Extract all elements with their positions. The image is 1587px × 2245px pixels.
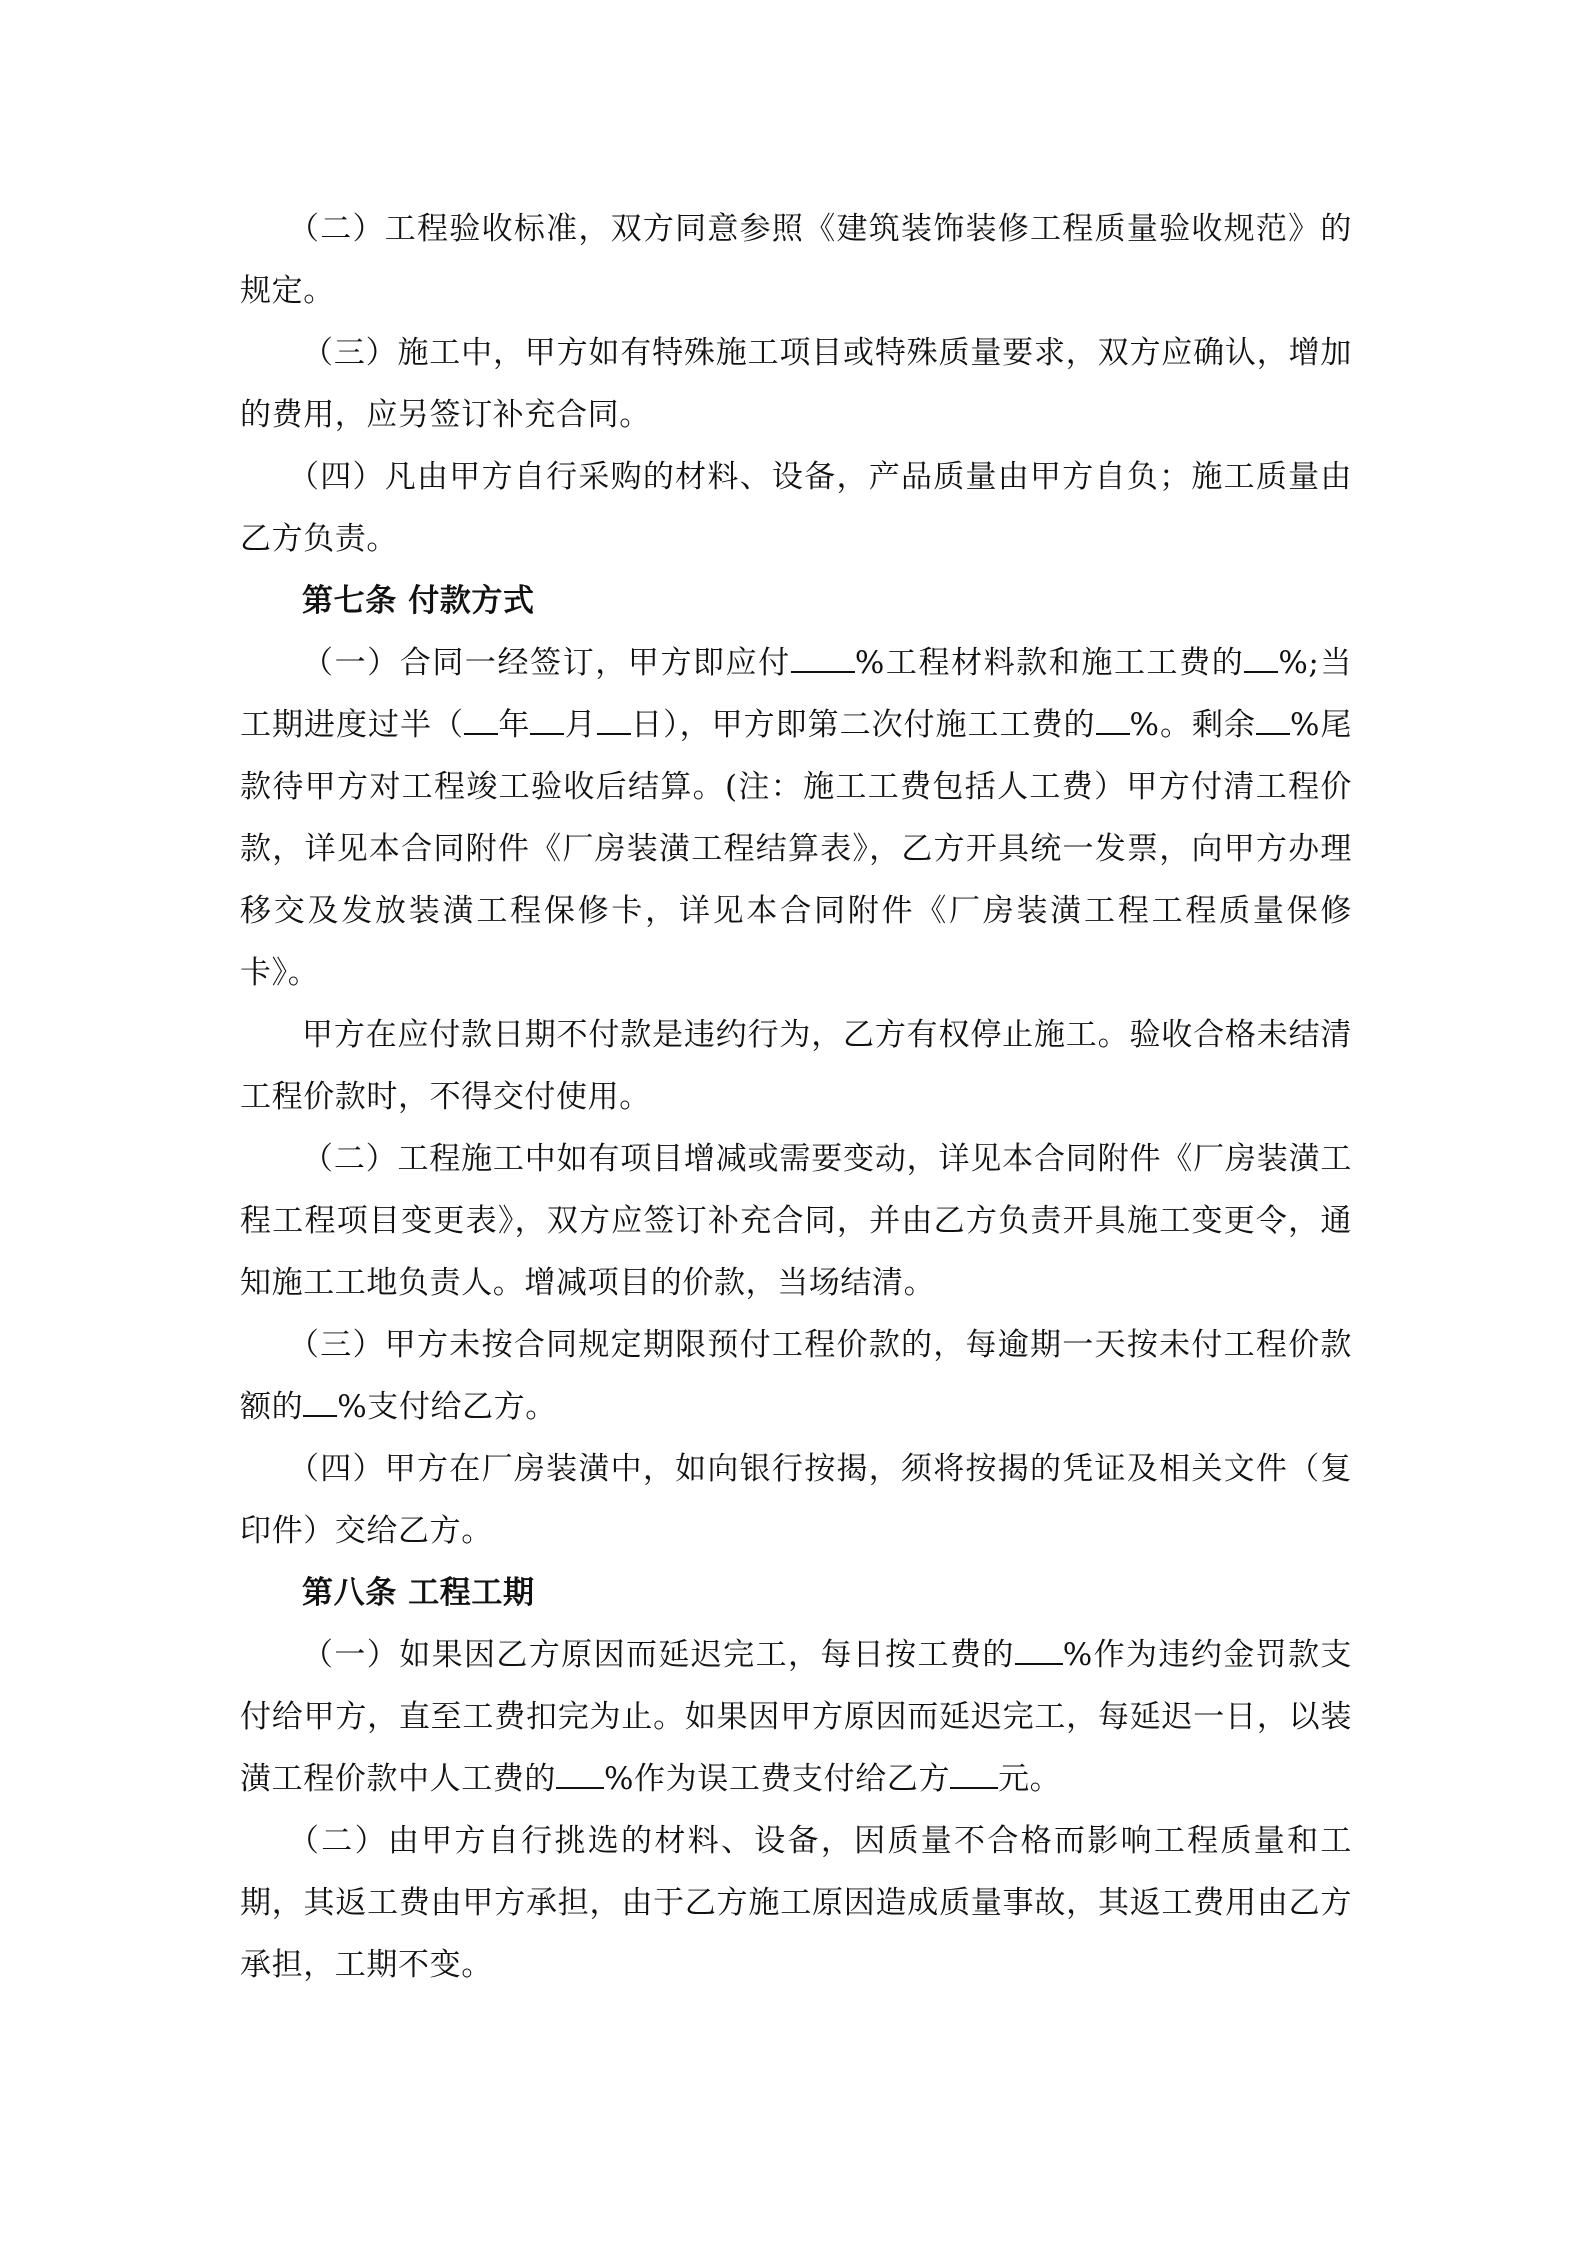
clause-6-2: （二）工程验收标准，双方同意参照《建筑装饰装修工程质量验收规范》的规定。 <box>240 211 1352 309</box>
blank-delay-comp-amount <box>950 1787 998 1789</box>
clause-8-1-part-d: 元。 <box>998 1761 1062 1797</box>
blank-late-fee-percent <box>303 1415 337 1417</box>
clause-8-1-part-a: （一）如果因乙方原因而延迟完工，每日按工费的 <box>302 1637 1015 1673</box>
clause-7-4: （四）甲方在厂房装潢中，如向银行按揭，须将按揭的凭证及相关文件（复印件）交给乙方。 <box>240 1451 1352 1549</box>
blank-year <box>464 733 498 735</box>
blank-penalty-percent <box>1015 1663 1063 1665</box>
clause-7-1-part-d: 年 <box>497 707 531 743</box>
article-8-heading: 第八条 工程工期 <box>302 1575 535 1611</box>
clause-8-1 <box>240 1624 1352 1810</box>
clause-6-4: （四）凡由甲方自行采购的材料、设备，产品质量由甲方自负；施工质量由乙方负责。 <box>240 459 1352 557</box>
clause-7-1-part-a: （一）合同一经签订，甲方即应付 <box>302 645 791 681</box>
clause-7-1-part-g: %。剩余 <box>1129 707 1256 743</box>
clause-7-3-part-a: （三）甲方未按合同规定期限预付工程价款的，每逾期一天按未付工程价款额的 <box>240 1327 1352 1425</box>
blank-labor-percent <box>1244 671 1278 673</box>
clause-7-1-part-e: 月 <box>564 707 597 743</box>
contract-body <box>240 198 1352 1996</box>
clause-8-2: （二）由甲方自行挑选的材料、设备，因质量不合格而影响工程质量和工期，其返工费由甲方承担，由于乙方施工原因造成质量事故，其返工费用由乙方承担，工期不变。 <box>240 1823 1352 1983</box>
blank-day <box>597 733 631 735</box>
clause-8-1-part-b: %作为违约金罚款支付给甲方，直至工费扣完为止。如果因甲方原因而延迟完工，每延迟一日，以装潢工程价款中人工费的 <box>240 1637 1353 1797</box>
blank-second-payment-percent <box>1096 733 1130 735</box>
clause-6-3: （三）施工中，甲方如有特殊施工项目或特殊质量要求，双方应确认，增加的费用，应另签订补充合同。 <box>240 335 1352 433</box>
clause-7-1-note: 甲方在应付款日期不付款是违约行为，乙方有权停止施工。验收合格未结清工程价款时，不得交付使用。 <box>240 1017 1352 1115</box>
clause-7-2: （二）工程施工中如有项目增减或需要变动，详见本合同附件《厂房装潢工程工程项目变更表》，双方应签订补充合同，并由乙方负责开具施工变更令，通知施工工地负责人。增减项目的价款，当场结清。 <box>240 1141 1352 1301</box>
article-7-heading: 第七条 付款方式 <box>302 583 535 619</box>
blank-month <box>530 733 564 735</box>
clause-7-1-part-c: %;当工期进度过半（ <box>240 645 1353 743</box>
clause-7-3 <box>240 1314 1352 1438</box>
clause-7-3-part-b: %支付给乙方。 <box>337 1389 557 1425</box>
clause-7-1 <box>240 632 1352 1004</box>
blank-delay-comp-percent <box>556 1787 604 1789</box>
clause-8-1-part-c: %作为误工费支付给乙方 <box>604 1761 951 1797</box>
clause-7-1-part-f: 日），甲方即第二次付施工工费的 <box>630 707 1096 743</box>
clause-7-1-part-b: %工程材料款和施工工费的 <box>854 645 1245 681</box>
clause-7-1-part-h: %尾款待甲方对工程竣工验收后结算。(注：施工工费包括人工费）甲方付清工程价款，详见本合同附件《厂房装潢工程结算表》，乙方开具统一发票，向甲方办理移交及发放装潢工程保修卡，详见本合同附件《厂房装潢工程工程质量保修卡》。 <box>240 707 1353 991</box>
blank-balance-percent <box>1256 733 1290 735</box>
blank-material-percent <box>791 671 855 673</box>
